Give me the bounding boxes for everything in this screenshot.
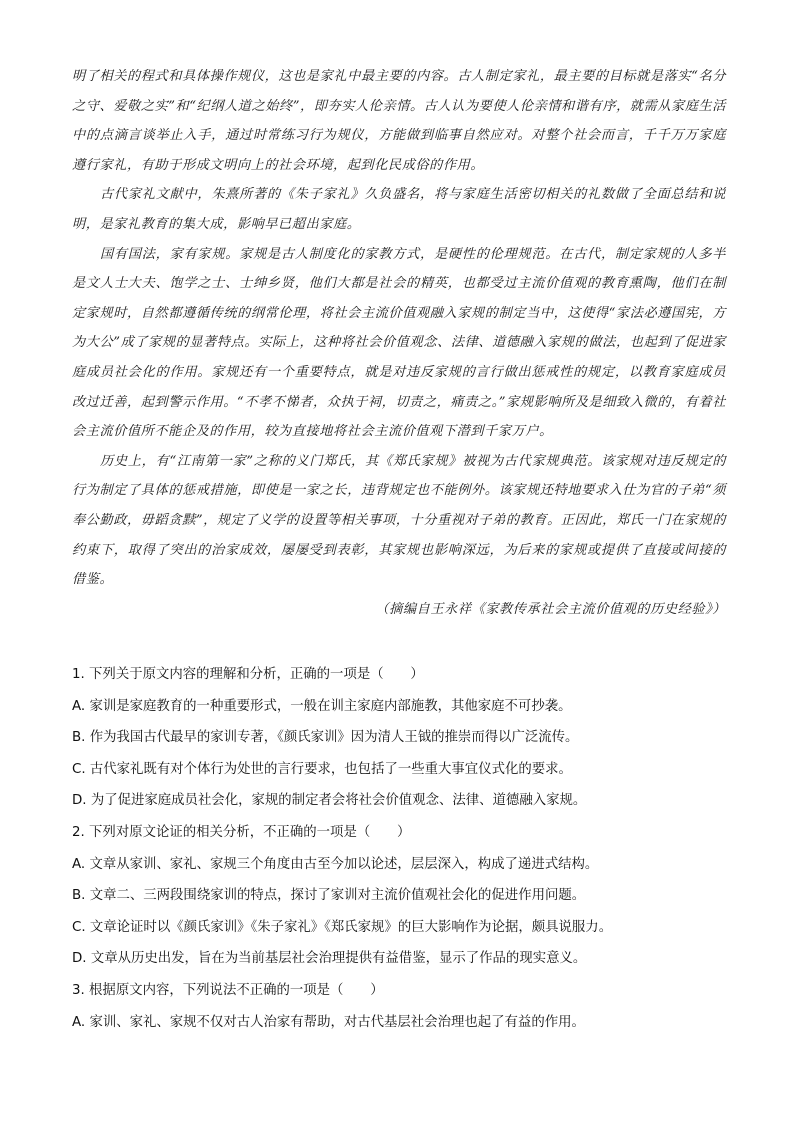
question-2-option-a: A. 文章从家训、家礼、家规三个角度由古至今加以论述，层层深入，构成了递进式结构。	[72, 856, 599, 872]
question-3-stem: 3. 根据原文内容，下列说法不正确的一项是（ ）	[72, 982, 384, 998]
question-2-stem: 2. 下列对原文论证的相关分析，不正确的一项是（ ）	[72, 824, 411, 840]
question-list	[72, 659, 732, 1038]
passage-source-citation: （摘编自王永祥《家教传承社会主流价值观的历史经验》）	[375, 601, 726, 617]
passage-paragraph-4: 历史上，有“江南第一家”之称的义门郑氏，其《郑氏家规》被视为古代家规典范。该家规对违反规定的行为制定了具体的惩戒措施，即使是一家之长，违背规定也不能例外。该家规还特地要求入仕为官的子弟“须奉公勤政，毋蹈贪黩”，规定了义学的设置等相关事项，十分重视对子弟的教育。正因此，郑氏一门在家规的约束下，取得了突出的治家成效，屡屡受到表彰，其家规也影响深远，为后来的家规或提供了直接或间接的借鉴。	[72, 453, 726, 588]
passage-paragraph-3: 国有国法，家有家规。家规是古人制度化的家教方式，是硬性的伦理规范。在古代，制定家规的人多半是文人士大夫、饱学之士、士绅乡贤，他们大都是社会的精英，也都受过主流价值观的教育熏陶，他们在制定家规时，自然都遵循传统的纲常伦理，将社会主流价值观融入家规的制定当中，这使得“家法必遵国宪，方为大公”成了家规的显著特点。实际上，这种将社会价值观念、法律、道德融入家规的做法，也起到了促进家庭成员社会化的作用。家规还有一个重要特点，就是对违反家规的言行做出惩戒性的规定，以教育家庭成员改过迁善，起到警示作用。“不孝不悌者，众执于祠，切责之，痛责之。”家规影响所及是细致入微的，有着社会主流价值所不能企及的作用，较为直接地将社会主流价值观下潜到千家万户。	[72, 246, 726, 440]
question-1-stem: 1. 下列关于原文内容的理解和分析，正确的一项是（ ）	[72, 667, 424, 682]
question-1-option-d: D. 为了促进家庭成员社会化，家规的制定者会将社会价值观念、法律、道德融入家规。	[72, 793, 587, 809]
question-1-option-b: B. 作为我国古代最早的家训专著，《颜氏家训》因为清人王钺的推崇而得以广泛流传。	[72, 730, 579, 746]
passage-paragraph-2: 古代家礼文献中，朱熹所著的《朱子家礼》久负盛名，将与家庭生活密切相关的礼数做了全面总结和说明，是家礼教育的集大成，影响早已超出家庭。	[72, 187, 726, 232]
question-3-option-a: A. 家训、家礼、家规不仅对古人治家有帮助，对古代基层社会治理也起了有益的作用。	[72, 1014, 585, 1030]
question-2-option-d: D. 文章从历史出发，旨在为当前基层社会治理提供有益借鉴，显示了作品的现实意义。	[72, 951, 587, 967]
question-1-option-c: C. 古代家礼既有对个体行为处世的言行要求，也包括了一些重大事宜仪式化的要求。	[72, 761, 572, 777]
question-2-option-c: C. 文章论证时以《颜氏家训》《朱子家礼》《郑氏家规》的巨大影响作为论据，颇具说服力。	[72, 919, 613, 935]
question-2-option-b: B. 文章二、三两段围绕家训的特点，探讨了家训对主流价值观社会化的促进作用问题。	[72, 888, 586, 904]
question-1-option-a: A. 家训是家庭教育的一种重要形式，一般在训主家庭内部施教，其他家庭不可抄袭。	[72, 698, 572, 714]
reading-passage	[72, 62, 726, 624]
passage-paragraph-1: 明了相关的程式和具体操作规仪，这也是家礼中最主要的内容。古人制定家礼，最主要的目标就是落实“名分之守、爱敬之实”和“纪纲人道之始终”，即夯实人伦亲情。古人认为要使人伦亲情和谐有序，就需从家庭生活中的点滴言谈举止入手，通过时常练习行为规仪，方能做到临事自然应对。对整个社会而言，千千万万家庭遵行家礼，有助于形成文明向上的社会环境，起到化民成俗的作用。	[72, 69, 726, 173]
